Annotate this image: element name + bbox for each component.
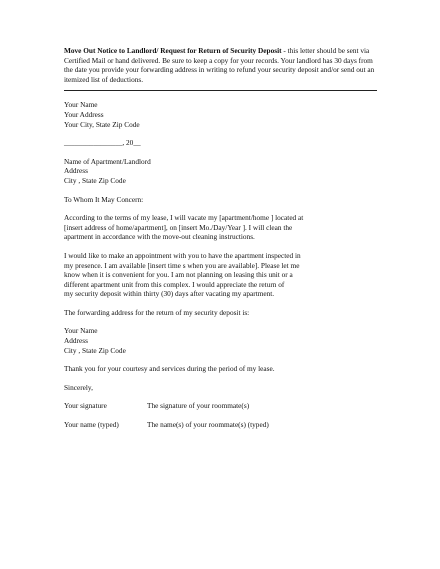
- forwarding-street: Address: [64, 336, 88, 346]
- recipient-city: City , State Zip Code: [64, 175, 126, 185]
- paragraph-line: According to the terms of my lease, I will vacate my [apartment/home ] located at: [64, 213, 304, 223]
- forwarding-name: Your Name: [64, 326, 98, 336]
- closing: [64, 383, 380, 393]
- divider-line: [64, 90, 377, 91]
- intro-text: - this letter should be sent via Certified Mail or hand delivered. Be sure to keep a copy for your records. Your landlord has 30 days from the date you provide your forwarding address in writing to refund your security deposit and/or send out an itemized list of deductions.: [64, 46, 375, 84]
- paragraph-line: my presence. I am available [insert time s when you are available]. Please let me: [64, 260, 300, 270]
- sender-name: Your Name: [64, 100, 98, 110]
- closing-text: Sincerely,: [64, 382, 93, 392]
- paragraph-line: different apartment unit from this complex. I would appreciate the return of: [64, 279, 285, 289]
- forwarding-address: [64, 326, 380, 355]
- letter-body: [64, 46, 380, 430]
- sender-street: Your Address: [64, 109, 104, 119]
- salutation-text: To Whom It May Concern:: [64, 194, 144, 204]
- paragraph-line: [insert address of home/apartment], on [insert Mo./Day/Year ]. I will clean the: [64, 222, 293, 232]
- date-line: [64, 138, 380, 148]
- intro-paragraph: [64, 46, 380, 84]
- paragraph-line: apartment in accordance with the move-out cleaning instructions.: [64, 232, 255, 242]
- paragraph-move-out: [64, 213, 380, 242]
- forwarding-intro-text: The forwarding address for the return of my security deposit is:: [64, 307, 250, 317]
- forwarding-intro: [64, 308, 380, 318]
- recipient-address: [64, 157, 380, 186]
- letter-title: Move Out Notice to Landlord/ Request for Return of Security Deposit: [64, 46, 282, 55]
- signature-row: [64, 401, 380, 411]
- thanks-line: [64, 364, 380, 374]
- date-blank: ________________, 20__: [64, 138, 141, 148]
- recipient-name: Name of Apartment/Landlord: [64, 156, 151, 166]
- paragraph-line: I would like to make an appointment with you to have the apartment inspected in: [64, 250, 301, 260]
- paragraph-line: know when it is convenient for you. I am not planning on leasing this unit or a: [64, 270, 293, 280]
- paragraph-line: my security deposit within thirty (30) days after vacating my apartment.: [64, 289, 275, 299]
- sender-address: [64, 100, 380, 129]
- forwarding-city: City , State Zip Code: [64, 345, 126, 355]
- roommate-name-typed-label: The name(s) of your roommate(s) (typed): [147, 420, 269, 430]
- your-name-typed-label: Your name (typed): [64, 420, 119, 430]
- paragraph-inspection: [64, 251, 380, 299]
- roommate-signature-label: The signature of your roommate(s): [147, 401, 250, 411]
- typed-name-row: [64, 420, 380, 430]
- salutation: [64, 195, 380, 205]
- your-signature-label: Your signature: [64, 401, 107, 411]
- recipient-street: Address: [64, 166, 88, 176]
- thanks-text: Thank you for your courtesy and services during the period of my lease.: [64, 364, 275, 374]
- sender-city: Your City, State Zip Code: [64, 119, 140, 129]
